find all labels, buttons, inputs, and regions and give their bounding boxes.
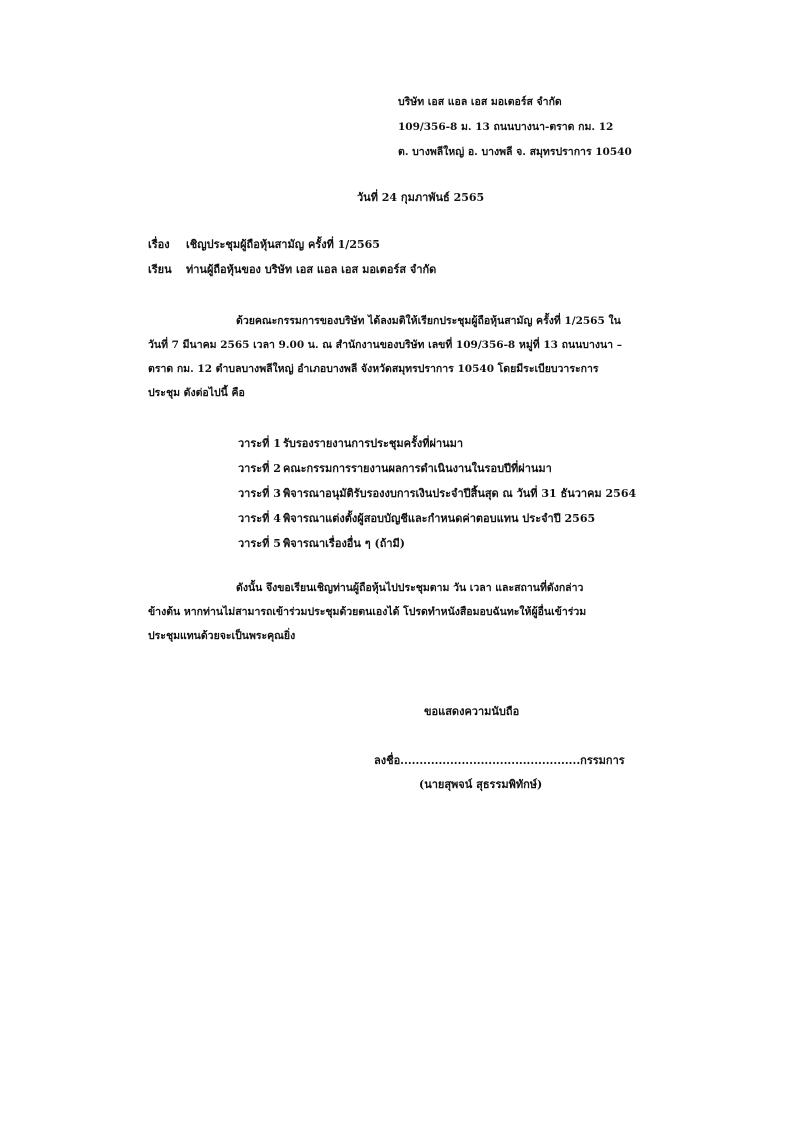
conclusion-line: ดังนั้น จึงขอเรียนเชิญท่านผู้ถือหุ้นไปประชุมตาม วัน เวลา และสถานที่ดังกล่าว [236,582,584,594]
conclusion-line: ข้างต้น หากท่านไม่สามารถเข้าร่วมประชุมด้วยตนเองได้ โปรดทำหนังสือมอบฉันทะให้ผู้อื่นเข้าร่วม [148,606,587,618]
recipient-text: ท่านผู้ถือหุ้นของ บริษัท เอส แอล เอส มอเตอร์ส จำกัด [186,263,437,276]
agenda-label: วาระที่ 5 [238,537,281,550]
signatory-name: (นายสุพจน์ สุธรรมพิทักษ์) [419,778,543,791]
signature-line: ลงชื่อ...............................................กรรมการ [374,754,625,767]
agenda-text: คณะกรรมการรายงานผลการดำเนินงานในรอบปีที่ผ่านมา [283,462,552,475]
company-address-line1: 109/356-8 ม. 13 ถนนบางนา-ตราด กม. 12 [398,121,614,133]
agenda-text: รับรองรายงานการประชุมครั้งที่ผ่านมา [283,437,464,450]
agenda-text: พิจารณาอนุมัติรับรองงบการเงินประจำปีสิ้นสุด ณ วันที่ 31 ธันวาคม 2564 [283,487,637,500]
intro-line: ประชุม ดังต่อไปนี้ คือ [148,387,245,399]
agenda-text: พิจารณาเรื่องอื่น ๆ (ถ้ามี) [283,537,405,550]
closing-salutation: ขอแสดงความนับถือ [424,705,520,718]
conclusion-line: ประชุมแทนด้วยจะเป็นพระคุณยิ่ง [148,630,296,642]
letter-date: วันที่ 24 กุมภาพันธ์ 2565 [357,191,485,204]
subject-text: เชิญประชุมผู้ถือหุ้นสามัญ ครั้งที่ 1/2565 [186,238,380,251]
company-address-line2: ต. บางพลีใหญ่ อ. บางพลี จ. สมุทรปราการ 10540 [398,146,632,158]
company-name: บริษัท เอส แอล เอส มอเตอร์ส จำกัด [398,96,562,108]
intro-line: วันที่ 7 มีนาคม 2565 เวลา 9.00 น. ณ สำนักงานของบริษัท เลขที่ 109/356-8 หมู่ที่ 13 ถนนบางนา – [148,339,622,351]
intro-line: ด้วยคณะกรรมการของบริษัท ได้ลงมติให้เรียกประชุมผู้ถือหุ้นสามัญ ครั้งที่ 1/2565 ใน [236,315,621,327]
agenda-label: วาระที่ 3 [238,487,281,500]
agenda-label: วาระที่ 2 [238,462,281,475]
recipient-label: เรียน [148,263,172,276]
agenda-text: พิจารณาแต่งตั้งผู้สอบบัญชีและกำหนดค่าตอบแทน ประจำปี 2565 [283,512,596,525]
intro-line: ตราด กม. 12 ตำบลบางพลีใหญ่ อำเภอบางพลี จังหวัดสมุทรปราการ 10540 โดยมีระเบียบวาระการ [148,363,599,375]
agenda-label: วาระที่ 4 [238,512,281,525]
agenda-label: วาระที่ 1 [238,437,281,450]
subject-label: เรื่อง [148,238,170,251]
